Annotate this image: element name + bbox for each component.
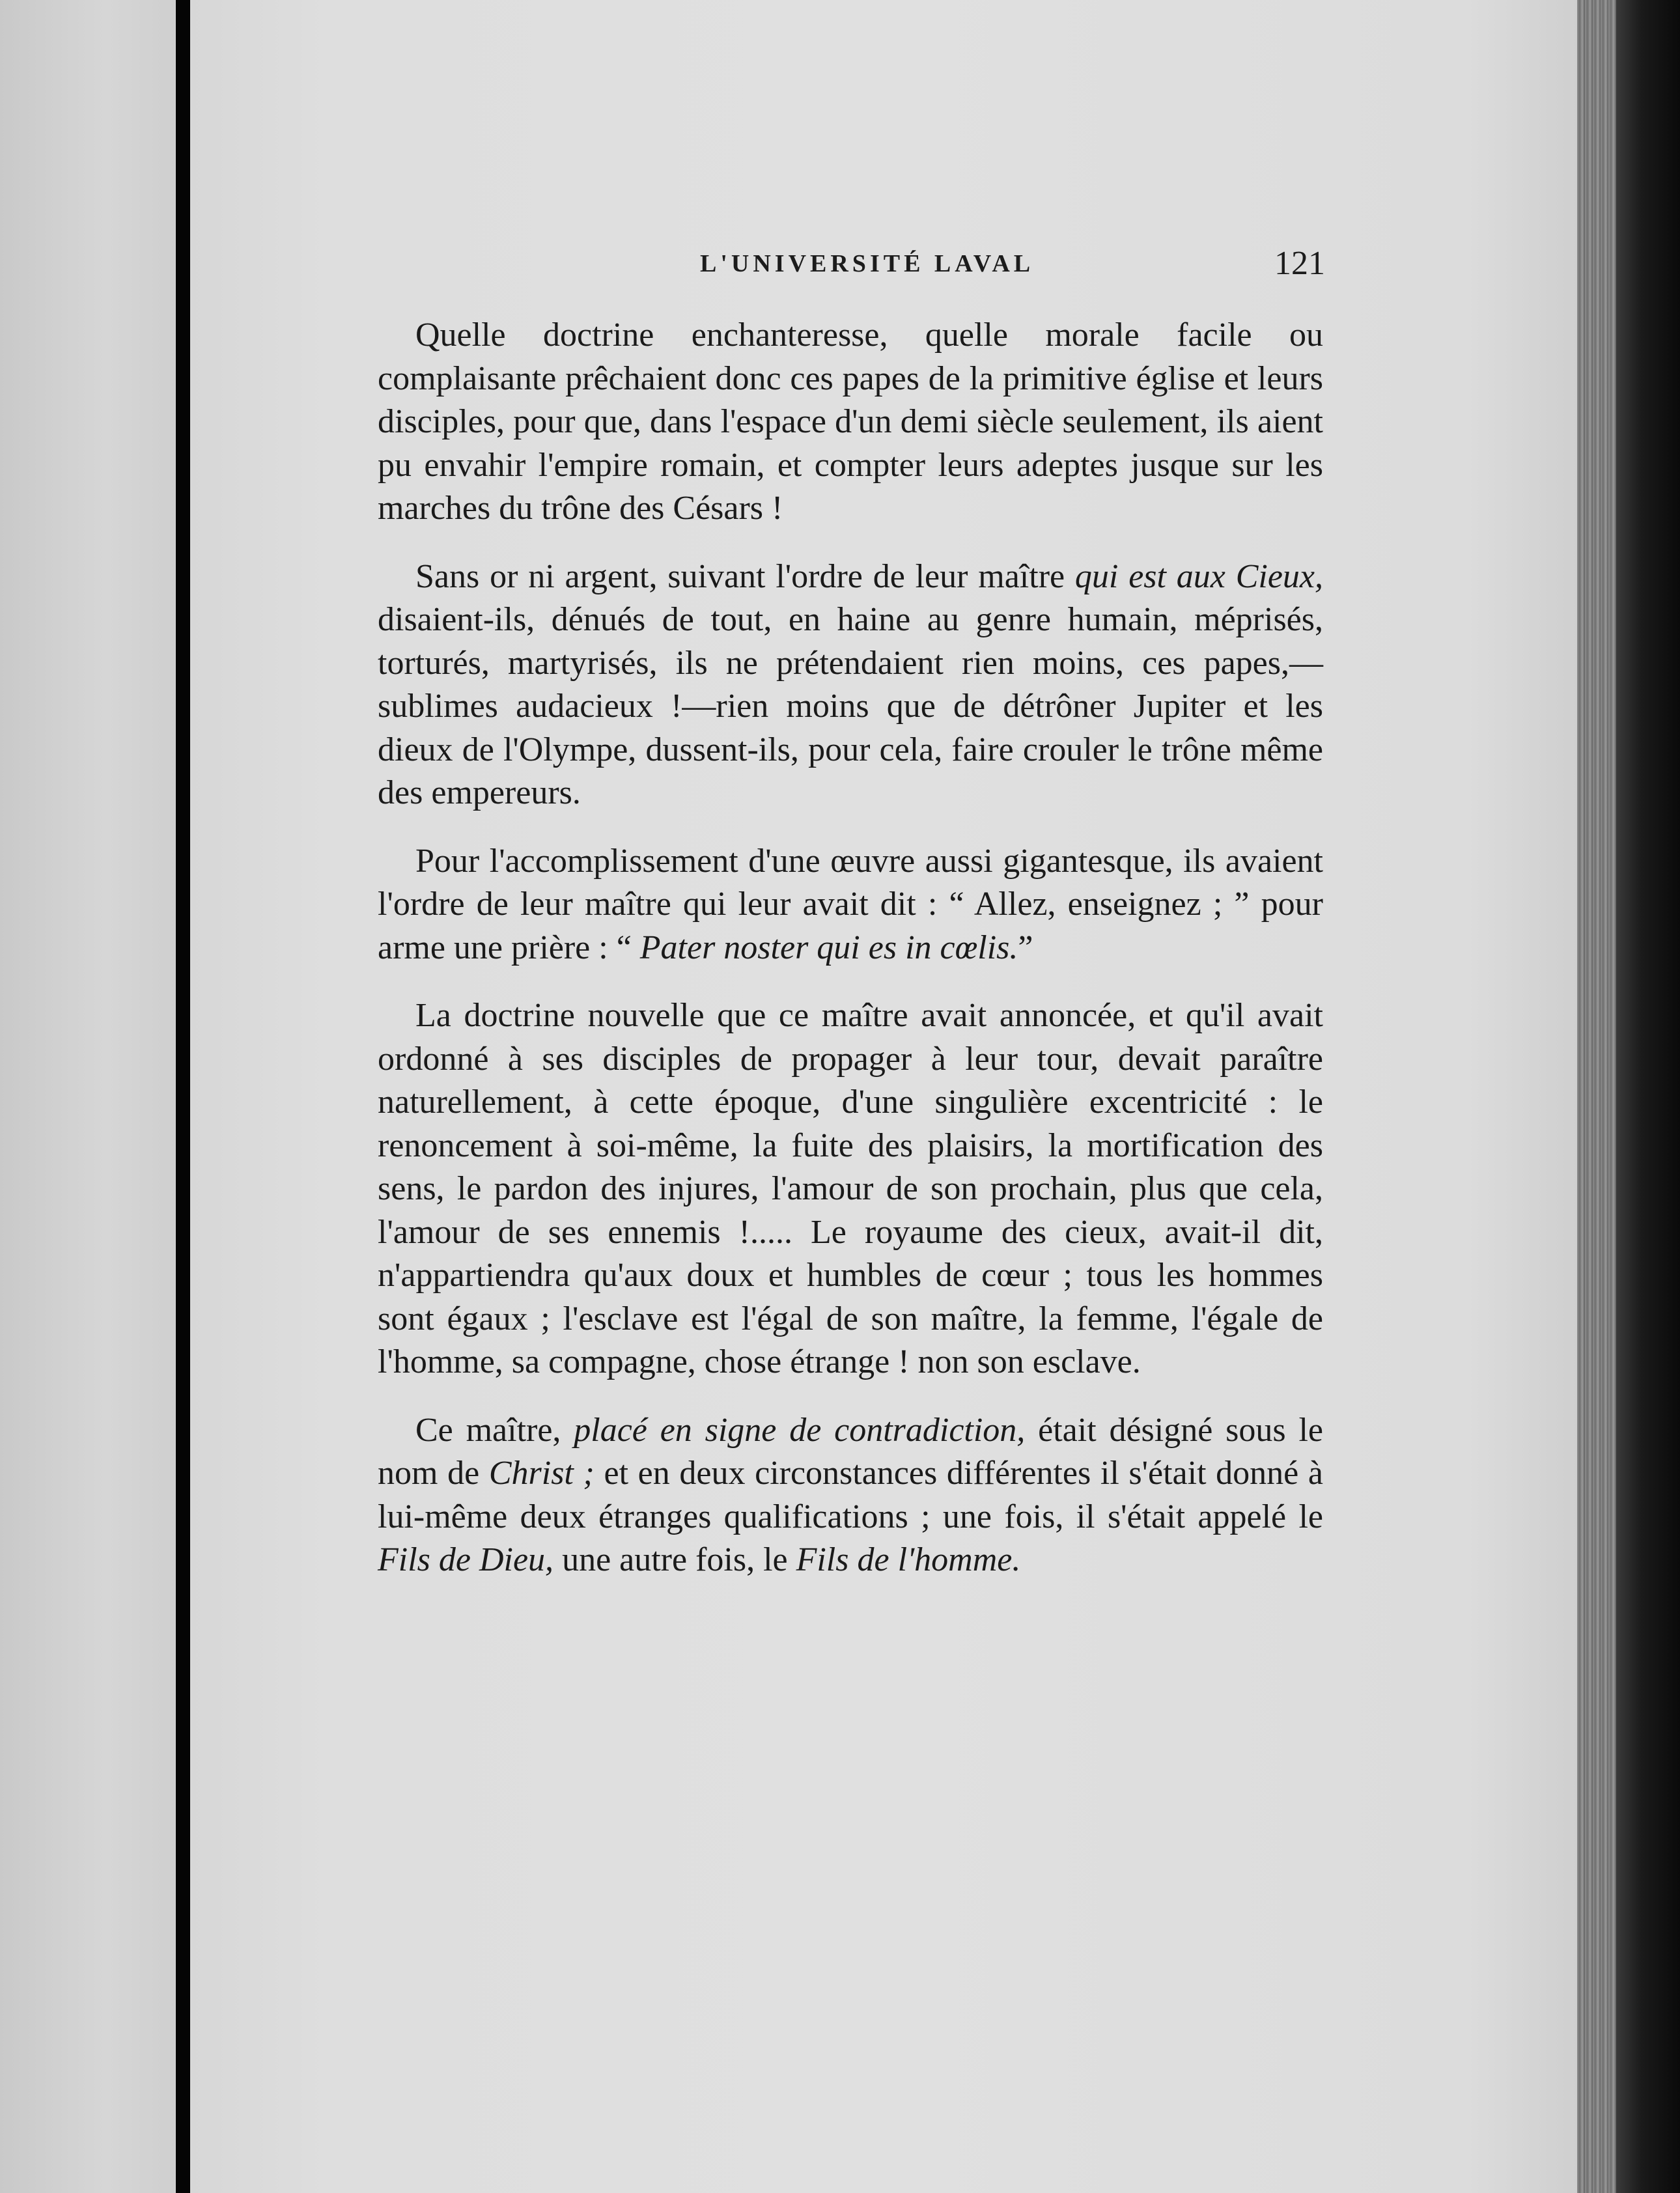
text-segment: disaient-ils, dénués de tout, en haine au genre humain, méprisés, torturés, martyrisés, ils ne prétendaient rien moins, ces papes,—sublimes audacieux !—rien moins que de détrôner Jupiter et les dieux de l'Olympe, dussent-ils, pour cela, faire crouler le trône même des empereurs. bbox=[378, 601, 1323, 811]
text-segment: Quelle doctrine enchanteresse, quelle morale facile ou complaisante prêchaient donc ces papes de la primitive église et leurs disciples, pour que, dans l'espace d'un demi siècle seulement, ils aient pu envahir l'empire romain, et compter leurs adeptes jusque sur les marches du trône des Césars ! bbox=[378, 316, 1323, 527]
page-header bbox=[381, 244, 1325, 290]
paragraph bbox=[378, 314, 1323, 531]
page-number: 121 bbox=[1274, 245, 1325, 282]
italic-segment: qui est aux Cieux, bbox=[1074, 557, 1323, 595]
text-segment: La doctrine nouvelle que ce maître avait annoncée, et qu'il avait ordonné à ses disciples de propager à leur tour, devait paraître naturellement, à cette époque, d'une singulière excentricité : le renoncement à soi-même, la fuite des plaisirs, la mortification des sens, le pardon des injures, l'amour de son prochain, plus que cela, l'amour de ses ennemis !..... Le royaume des cieux, avait-il dit, n'appartiendra qu'aux doux et humbles de cœur ; tous les hommes sont égaux ; l'esclave est l'égal de son maître, la femme, l'égale de l'homme, sa compagne, chose étrange ! non son esclave. bbox=[378, 997, 1323, 1380]
page-edges bbox=[1577, 0, 1616, 2193]
paragraph bbox=[378, 555, 1323, 815]
text-segment: ” bbox=[1018, 929, 1033, 966]
italic-segment: Fils de Dieu, bbox=[378, 1541, 554, 1578]
italic-segment: Pater noster qui es in cœlis. bbox=[639, 929, 1018, 966]
text-segment: une autre fois, le bbox=[553, 1541, 796, 1578]
body-text bbox=[378, 314, 1323, 1607]
text-segment: et en deux circonstances différentes il s'était donné à lui-même deux étranges qualifications ; une fois, il s'était appelé le bbox=[378, 1455, 1323, 1535]
running-title: L'UNIVERSITÉ LAVAL bbox=[700, 250, 1035, 277]
book-cover-edge bbox=[1616, 0, 1680, 2193]
text-segment: était désigné sous le nom de bbox=[378, 1411, 1323, 1492]
text-segment: Ce maître, bbox=[415, 1411, 574, 1449]
text-segment: Sans or ni argent, suivant l'ordre de leur maître bbox=[415, 557, 1075, 595]
paragraph bbox=[378, 840, 1323, 970]
paragraph bbox=[378, 1409, 1323, 1582]
previous-page-margin bbox=[0, 0, 176, 2193]
book-gutter bbox=[176, 0, 190, 2193]
paragraph bbox=[378, 994, 1323, 1384]
italic-segment: Christ ; bbox=[488, 1455, 595, 1492]
italic-segment: Fils de l'homme. bbox=[796, 1541, 1021, 1578]
text-segment: Pour l'accomplissement d'une œuvre aussi gigantesque, ils avaient l'ordre de leur maître qui leur avait dit : “ Allez, enseignez ; ” pour arme une prière : “ bbox=[378, 842, 1323, 966]
italic-segment: placé en signe de contradiction, bbox=[574, 1411, 1026, 1449]
